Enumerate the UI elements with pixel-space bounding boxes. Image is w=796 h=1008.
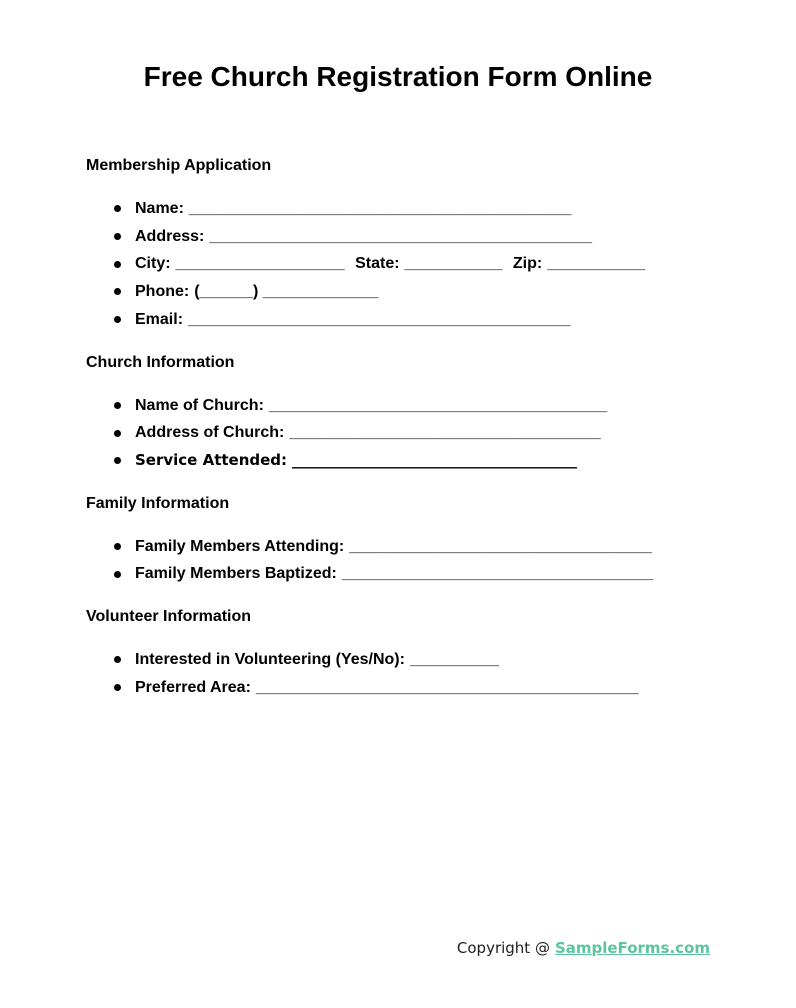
form-field-family-members-baptized [86,560,710,588]
field-label: Name of Church: [135,396,264,414]
field-label: Preferred Area: [135,678,251,696]
form-field-address-of-church [86,419,710,447]
family-field-list [86,533,710,588]
form-field-address [86,223,710,251]
footer [457,937,710,959]
field-label: Interested in Volunteering (Yes/No): [135,651,405,669]
form-field-family-members-attending [86,533,710,561]
bullet-icon [114,316,121,323]
field-label: Email: [135,310,184,328]
page-title: Free Church Registration Form Online [143,61,653,92]
bullet-icon [114,571,121,578]
bullet-icon [114,430,121,437]
field-blank-line: ___________________________________________ [209,227,592,245]
sampleforms-link[interactable]: SampleForms.com [554,939,710,957]
bullet-icon [114,402,121,409]
field-blank-line: ___________________ [175,255,345,273]
field-blank-line: ______________________________________ [268,396,608,414]
bullet-icon [114,233,121,240]
form-field-service-attended [86,447,710,475]
section-heading-volunteer-information: Volunteer Information [86,608,252,626]
field-blank-line: ___________________________________________ [255,678,639,696]
bullet-icon [114,543,121,550]
form-field-name-of-church [86,392,710,420]
membership-field-list [86,195,710,334]
field-blank-line: ______________________________________ [292,450,578,469]
field-blank-line: __________________________________ [349,537,652,555]
field-label: Family Members Baptized: [135,565,337,583]
bullet-icon [114,261,121,268]
field-label: Address of Church: [135,424,285,442]
bullet-icon [114,684,121,691]
field-blank-line: (______) _____________ [194,283,379,301]
section-heading-membership-application: Membership Application [86,157,272,174]
field-label: Phone: [135,283,190,301]
volunteer-field-list [86,646,710,701]
field-label: Service Attended: [135,450,288,469]
copyright-text: Copyright @ [456,939,550,957]
form-field-preferred-area [86,674,710,702]
section-heading-family-information: Family Information [86,494,230,512]
field-blank-line: ___________________________________________ [188,200,572,217]
bullet-icon [114,288,121,295]
section-heading-church-information: Church Information [86,353,235,371]
field-label-state: State: [355,255,400,273]
field-label-city: City: [135,255,171,273]
field-blank-line: __________ [409,651,499,669]
bullet-icon [114,457,121,464]
form-field-interested-in-volunteering [86,646,710,674]
field-blank-line: ___________________________________________ [188,310,571,328]
bullet-icon [114,656,121,663]
field-blank-line: ___________ [404,255,503,273]
form-field-email [86,306,710,334]
field-label-zip: Zip: [512,255,543,273]
form-field-city-state-zip [86,250,710,278]
field-blank-line: ___________________________________ [341,565,654,583]
church-field-list [86,392,710,475]
field-blank-line: ___________ [547,255,646,273]
form-field-name [86,195,710,223]
field-label: Name: [135,200,184,217]
bullet-icon [114,205,121,212]
form-body [86,156,710,701]
field-blank-line: ___________________________________ [289,424,601,442]
form-field-phone [86,278,710,306]
field-label: Family Members Attending: [135,537,345,555]
field-label: Address: [135,227,205,245]
